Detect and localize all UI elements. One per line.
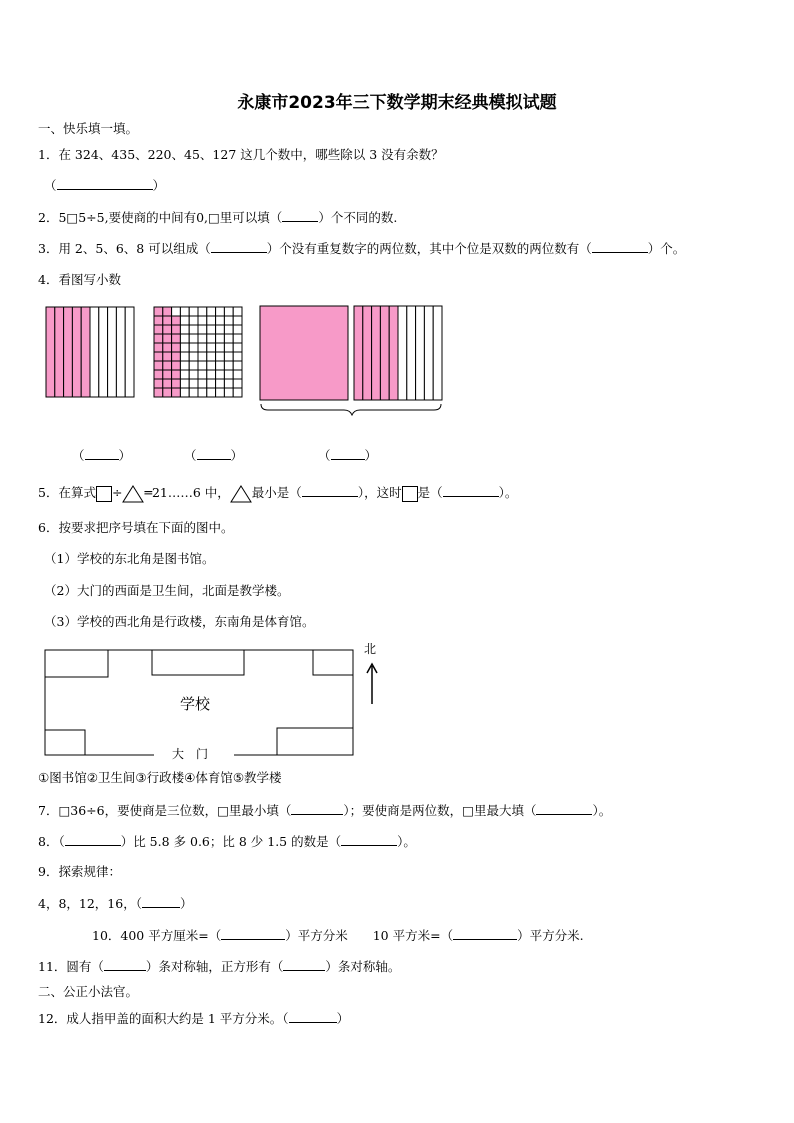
grid-cell bbox=[233, 325, 242, 334]
grid-cell bbox=[154, 307, 163, 316]
decimal-figure-3 bbox=[258, 304, 446, 416]
answer-blank[interactable] bbox=[65, 833, 121, 846]
answer-blank[interactable] bbox=[197, 447, 231, 460]
answer-blank[interactable] bbox=[453, 927, 517, 940]
grid-cell bbox=[216, 334, 225, 343]
answer-blank[interactable] bbox=[291, 802, 343, 815]
grid-cell bbox=[224, 361, 233, 370]
answer-blank[interactable] bbox=[443, 484, 499, 497]
grid-cell bbox=[154, 370, 163, 379]
grid-cell bbox=[198, 307, 207, 316]
answer-blank[interactable] bbox=[331, 447, 365, 460]
decimal-figure-2 bbox=[152, 305, 244, 400]
grid-cell bbox=[154, 379, 163, 388]
question-6: 6．按要求把序号填在下面的图中。 bbox=[38, 520, 234, 535]
grid-cell bbox=[154, 316, 163, 325]
section-2-heading: 二、公正小法官。 bbox=[38, 984, 139, 999]
gate-label: 大 门 bbox=[172, 747, 209, 761]
grid-cell bbox=[207, 307, 216, 316]
column-cell bbox=[55, 307, 64, 397]
grid-cell bbox=[189, 361, 198, 370]
grid-cell bbox=[189, 370, 198, 379]
grid-cell bbox=[224, 379, 233, 388]
grid-cell bbox=[189, 352, 198, 361]
grid-cell bbox=[233, 307, 242, 316]
grid-cell bbox=[163, 361, 172, 370]
grid-cell bbox=[172, 388, 181, 397]
grid-cell bbox=[207, 388, 216, 397]
column-cell bbox=[372, 306, 381, 400]
grid-cell bbox=[172, 352, 181, 361]
grid-cell bbox=[216, 352, 225, 361]
figure-2-answer: （ ） bbox=[184, 448, 244, 463]
grid-cell bbox=[216, 343, 225, 352]
grid-cell bbox=[154, 343, 163, 352]
grid-cell bbox=[207, 316, 216, 325]
grid-cell bbox=[180, 370, 189, 379]
grid-cell bbox=[172, 343, 181, 352]
grid-cell bbox=[207, 361, 216, 370]
school-label: 学校 bbox=[180, 695, 211, 713]
grid-cell bbox=[154, 334, 163, 343]
grid-cell bbox=[207, 352, 216, 361]
column-cell bbox=[424, 306, 433, 400]
grid-cell bbox=[163, 343, 172, 352]
grid-cell bbox=[172, 361, 181, 370]
grid-cell bbox=[198, 343, 207, 352]
grid-cell bbox=[216, 361, 225, 370]
grid-cell bbox=[198, 325, 207, 334]
grid-cell bbox=[154, 361, 163, 370]
grid-cell bbox=[216, 370, 225, 379]
grid-cell bbox=[189, 388, 198, 397]
grid-cell bbox=[189, 343, 198, 352]
grid-cell bbox=[154, 352, 163, 361]
question-10: 10．400 平方厘米=（ ）平方分米 10 平方米=（ ）平方分米. bbox=[92, 928, 584, 943]
answer-blank[interactable] bbox=[57, 177, 153, 190]
question-4: 4．看图写小数 bbox=[38, 272, 121, 287]
section-1-heading: 一、快乐填一填。 bbox=[38, 121, 139, 136]
grid-cell bbox=[198, 379, 207, 388]
grid-cell bbox=[189, 307, 198, 316]
column-cell bbox=[354, 306, 363, 400]
grid-cell bbox=[224, 316, 233, 325]
question-6-clue-1: （1）学校的东北角是图书馆。 bbox=[44, 551, 215, 566]
question-5: 5．在算式 ÷ ═21……6 中， 最小是（ ），这时 是（ ）。 bbox=[38, 484, 517, 503]
grid-cell bbox=[172, 379, 181, 388]
question-1: 1．在 324、435、220、45、127 这几个数中，哪些除以 3 没有余数？ bbox=[38, 147, 444, 162]
grid-cell bbox=[189, 379, 198, 388]
grid-cell bbox=[180, 343, 189, 352]
column-cell bbox=[363, 306, 372, 400]
grid-cell bbox=[233, 379, 242, 388]
answer-blank[interactable] bbox=[211, 240, 267, 253]
grid-cell bbox=[224, 325, 233, 334]
question-6-clue-3: （3）学校的西北角是行政楼，东南角是体育馆。 bbox=[44, 614, 315, 629]
grid-cell bbox=[163, 334, 172, 343]
grid-cell bbox=[189, 316, 198, 325]
column-cell bbox=[389, 306, 398, 400]
grid-cell bbox=[216, 379, 225, 388]
question-3: 3．用 2、5、6、8 可以组成（ ）个没有重复数字的两位数，其中个位是双数的两位数有（ ）个。 bbox=[38, 241, 686, 256]
southeast-building[interactable] bbox=[277, 728, 353, 755]
question-11: 11．圆有（ ）条对称轴，正方形有（ ）条对称轴。 bbox=[38, 959, 401, 974]
school-map bbox=[44, 640, 384, 765]
grid-cell bbox=[224, 388, 233, 397]
answer-blank[interactable] bbox=[85, 447, 119, 460]
column-cell bbox=[64, 307, 73, 397]
column-cell bbox=[108, 307, 117, 397]
grid-cell bbox=[207, 379, 216, 388]
grid-cell bbox=[207, 343, 216, 352]
grid-cell bbox=[172, 316, 181, 325]
grid-cell bbox=[224, 334, 233, 343]
grid-cell bbox=[233, 388, 242, 397]
answer-blank[interactable] bbox=[289, 1010, 337, 1023]
grid-cell bbox=[180, 334, 189, 343]
answer-blank[interactable] bbox=[282, 209, 318, 222]
grid-cell bbox=[163, 379, 172, 388]
answer-blank[interactable] bbox=[142, 895, 180, 908]
column-cell bbox=[81, 307, 90, 397]
column-cell bbox=[99, 307, 108, 397]
grid-cell bbox=[233, 361, 242, 370]
grid-cell bbox=[163, 307, 172, 316]
grid-cell bbox=[189, 325, 198, 334]
column-cell bbox=[90, 307, 99, 397]
grid-cell bbox=[172, 325, 181, 334]
column-cell bbox=[46, 307, 55, 397]
answer-blank[interactable] bbox=[283, 958, 325, 971]
grid-cell bbox=[198, 316, 207, 325]
north-label: 北 bbox=[364, 642, 377, 656]
grid-cell bbox=[216, 307, 225, 316]
box-symbol bbox=[96, 486, 112, 502]
grid-cell bbox=[163, 325, 172, 334]
grid-cell bbox=[233, 316, 242, 325]
grid-cell bbox=[224, 307, 233, 316]
triangle-symbol bbox=[122, 485, 144, 503]
grid-cell bbox=[207, 370, 216, 379]
column-cell bbox=[433, 306, 442, 400]
grid-cell bbox=[216, 388, 225, 397]
answer-blank[interactable] bbox=[341, 833, 397, 846]
grid-cell bbox=[180, 352, 189, 361]
grid-cell bbox=[180, 316, 189, 325]
answer-blank[interactable] bbox=[592, 240, 648, 253]
question-9: 9．探索规律： bbox=[38, 864, 121, 879]
question-8: 8．（ ）比 5.8 多 0.6；比 8 少 1.5 的数是（ ）。 bbox=[38, 834, 416, 849]
grid-cell bbox=[154, 388, 163, 397]
grid-cell bbox=[233, 352, 242, 361]
box-symbol bbox=[402, 486, 418, 502]
northeast-building[interactable] bbox=[313, 650, 353, 675]
figure-1-answer: （ ） bbox=[72, 448, 132, 463]
grid-cell bbox=[189, 334, 198, 343]
grid-cell bbox=[198, 370, 207, 379]
grid-cell bbox=[224, 343, 233, 352]
grid-cell bbox=[216, 316, 225, 325]
answer-blank[interactable] bbox=[221, 927, 285, 940]
grid-cell bbox=[233, 334, 242, 343]
grid-cell bbox=[198, 352, 207, 361]
southwest-building[interactable] bbox=[45, 730, 85, 755]
column-cell bbox=[398, 306, 407, 400]
answer-blank[interactable] bbox=[536, 802, 592, 815]
figure-3-answer: （ ） bbox=[318, 448, 378, 463]
page-title: 永康市2023年三下数学期末经典模拟试题 bbox=[237, 93, 557, 113]
question-12: 12．成人指甲盖的面积大约是 1 平方分米。（ ） bbox=[38, 1011, 350, 1026]
grid-cell bbox=[172, 334, 181, 343]
grid-cell bbox=[198, 334, 207, 343]
answer-blank[interactable] bbox=[104, 958, 146, 971]
question-1-answer: （ ） bbox=[44, 178, 166, 193]
grid-cell bbox=[163, 388, 172, 397]
brace bbox=[261, 404, 441, 415]
grid-cell bbox=[163, 316, 172, 325]
grid-cell bbox=[224, 370, 233, 379]
grid-cell bbox=[224, 352, 233, 361]
grid-cell bbox=[207, 325, 216, 334]
column-cell bbox=[116, 307, 125, 397]
question-2: 2．5□5÷5,要使商的中间有0,□里可以填（ ）个不同的数. bbox=[38, 210, 398, 225]
answer-blank[interactable] bbox=[302, 484, 358, 497]
column-cell bbox=[407, 306, 416, 400]
grid-cell bbox=[233, 370, 242, 379]
column-cell bbox=[72, 307, 81, 397]
decimal-figure-1 bbox=[44, 305, 136, 400]
grid-cell bbox=[180, 379, 189, 388]
building-legend: ①图书馆②卫生间③行政楼④体育馆⑤教学楼 bbox=[38, 770, 282, 785]
grid-cell bbox=[180, 325, 189, 334]
grid-cell bbox=[154, 325, 163, 334]
grid-cell bbox=[198, 361, 207, 370]
question-6-clue-2: （2）大门的西面是卫生间，北面是教学楼。 bbox=[44, 583, 290, 598]
question-9-sequence: 4，8，12，16，（ ） bbox=[38, 896, 193, 911]
column-cell bbox=[380, 306, 389, 400]
northwest-building[interactable] bbox=[45, 650, 108, 677]
grid-cell bbox=[172, 307, 181, 316]
grid-cell bbox=[172, 370, 181, 379]
column-cell bbox=[416, 306, 425, 400]
grid-cell bbox=[216, 325, 225, 334]
north-building[interactable] bbox=[152, 650, 244, 675]
grid-cell bbox=[233, 343, 242, 352]
grid-cell bbox=[198, 388, 207, 397]
grid-cell bbox=[180, 388, 189, 397]
grid-cell bbox=[180, 307, 189, 316]
grid-cell bbox=[180, 361, 189, 370]
question-7: 7．□36÷6，要使商是三位数，□里最小填（ ）；要使商是两位数，□里最大填（ ）。 bbox=[38, 803, 612, 818]
grid-cell bbox=[163, 370, 172, 379]
full-unit-square bbox=[260, 306, 348, 400]
triangle-symbol bbox=[230, 485, 252, 503]
grid-cell bbox=[163, 352, 172, 361]
grid-cell bbox=[207, 334, 216, 343]
column-cell bbox=[125, 307, 134, 397]
